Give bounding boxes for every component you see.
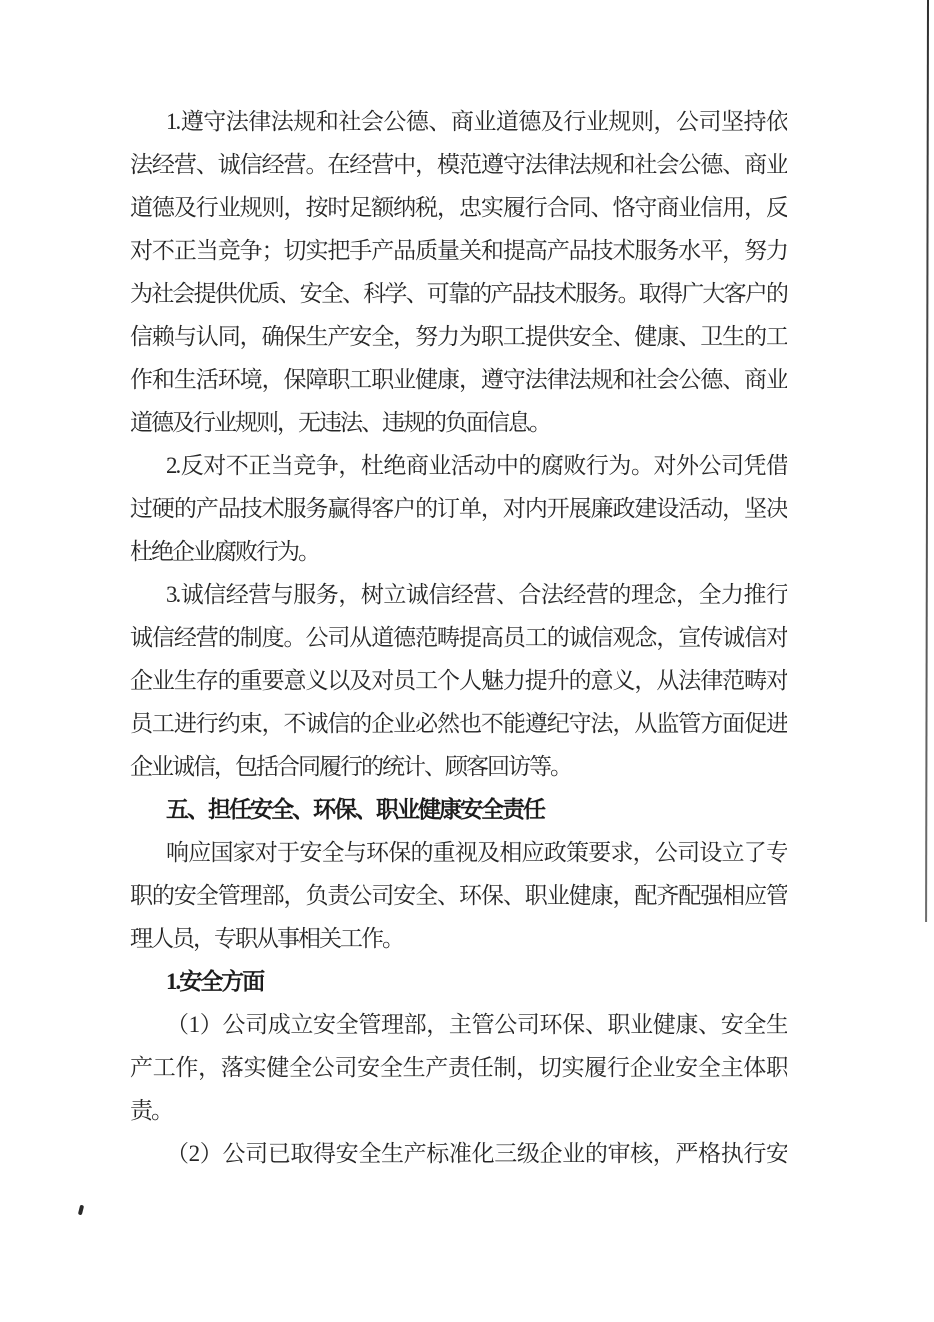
text-block (130, 100, 787, 1175)
text-line: 责。 (130, 1098, 172, 1123)
stray-ink-mark (78, 1205, 84, 1216)
text-line: 法经营、诚信经营。在经营中，模范遵守法律法规和社会公德、商业 (130, 152, 787, 177)
text-line: 理人员，专职从事相关工作。 (130, 926, 403, 951)
text-line: 诚信经营的制度。公司从道德范畴提高员工的诚信观念，宣传诚信对 (130, 625, 787, 650)
scan-edge-line (925, 0, 929, 922)
text-line: 响应国家对于安全与环保的重视及相应政策要求，公司设立了专 (166, 840, 787, 865)
text-line: 产工作，落实健全公司安全生产责任制，切实履行企业安全主体职 (130, 1055, 787, 1080)
text-line: 1.遵守法律法规和社会公德、商业道德及行业规则，公司坚持依 (166, 109, 787, 134)
text-line: 信赖与认同，确保生产安全，努力为职工提供安全、健康、卫生的工 (130, 324, 787, 349)
text-line: 道德及行业规则，无违法、违规的负面信息。 (130, 410, 550, 435)
text-line: 职的安全管理部，负责公司安全、环保、职业健康，配齐配强相应管 (130, 883, 787, 908)
heading-line: 1.安全方面 (166, 969, 264, 994)
text-line: （2）公司已取得安全生产标准化三级企业的审核，严格执行安 (166, 1141, 787, 1166)
text-line: 为社会提供优质、安全、科学、可靠的产品技术服务。取得广大客户的 (130, 281, 787, 306)
text-line: （1）公司成立安全管理部，主管公司环保、职业健康、安全生 (166, 1012, 787, 1037)
text-line: 道德及行业规则，按时足额纳税，忠实履行合同、恪守商业信用，反 (130, 195, 787, 220)
text-line: 员工进行约束，不诚信的企业必然也不能遵纪守法，从监管方面促进 (130, 711, 787, 736)
text-line: 企业诚信，包括合同履行的统计、顾客回访等。 (130, 754, 571, 779)
text-line: 作和生活环境，保障职工职业健康，遵守法律法规和社会公德、商业 (130, 367, 787, 392)
text-line: 企业生存的重要意义以及对员工个人魅力提升的意义，从法律范畴对 (130, 668, 787, 693)
text-line: 3.诚信经营与服务，树立诚信经营、合法经营的理念，全力推行 (166, 582, 787, 607)
text-line: 过硬的产品技术服务赢得客户的订单，对内开展廉政建设活动，坚决 (130, 496, 787, 521)
heading-line: 五、担任安全、环保、职业健康安全责任 (166, 797, 544, 822)
text-line: 对不正当竞争；切实把手产品质量关和提高产品技术服务水平，努力 (130, 238, 787, 263)
text-line: 杜绝企业腐败行为。 (130, 539, 319, 564)
text-line: 2.反对不正当竞争，杜绝商业活动中的腐败行为。对外公司凭借 (166, 453, 787, 478)
